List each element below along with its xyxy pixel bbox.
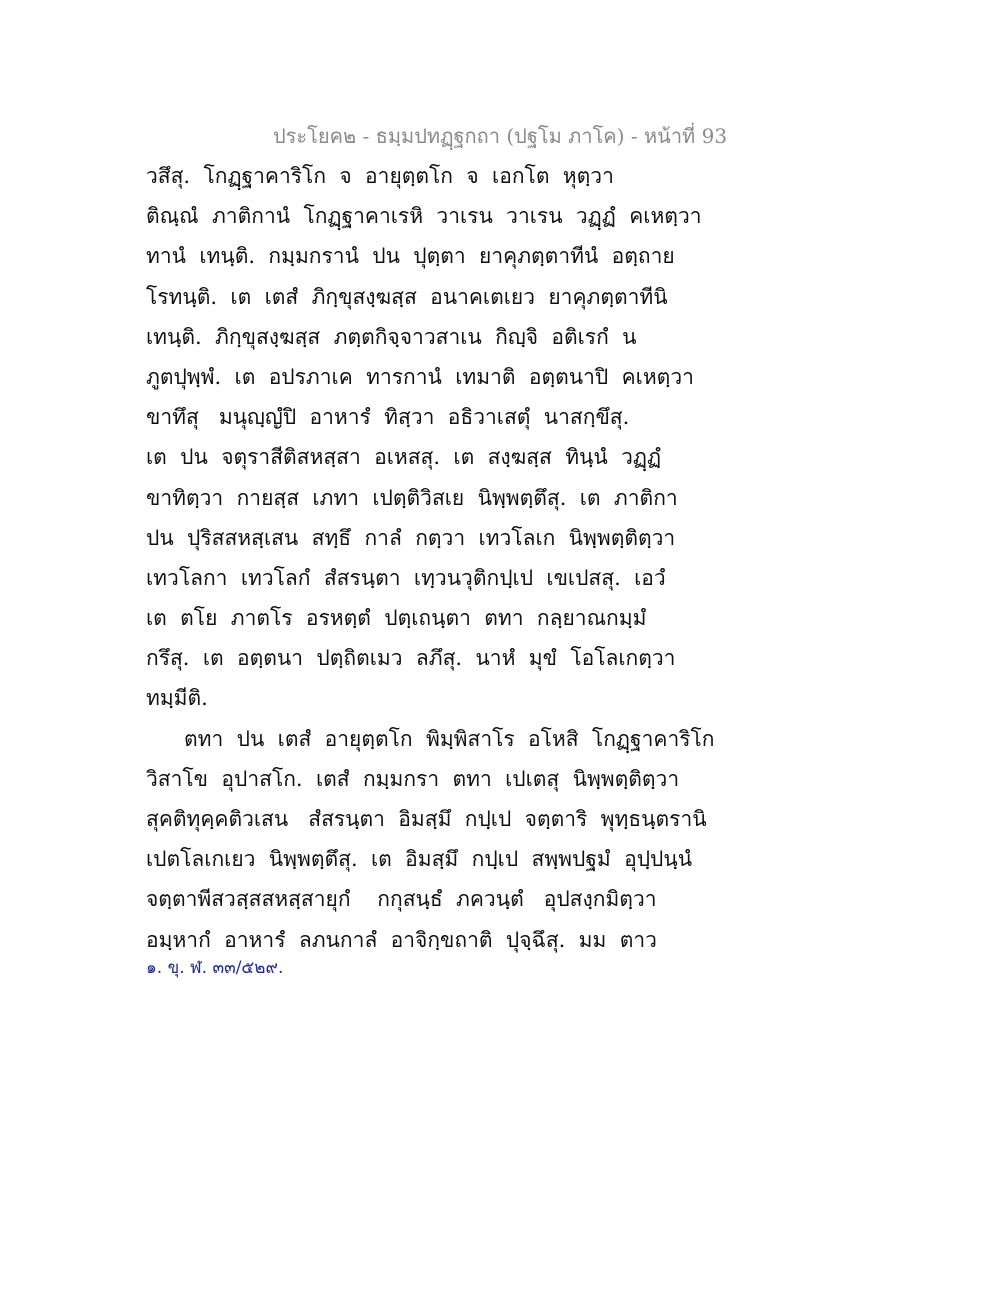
text-line: โรทนฺติ. เต เตสํ ภิกฺขุสงฺฆสฺส อนาคเตเยว ยาคุภตฺตาทีนิ: [146, 284, 668, 309]
text-line: กรึสุ. เต อตฺตนา ปตฺถิตเมว ลภึสุ. นาหํ มุขํ โอโลเกตฺวา: [146, 646, 676, 671]
text-line: อมฺหากํ อาหารํ ลภนกาลํ อาจิกฺขถาติ ปุจฺฉึสุ. มม ตาว: [146, 927, 657, 952]
text-line: สุคติทุคฺคติวเสน สํสรนฺตา อิมสฺมึ กปฺเป จตฺตาริ พุทฺธนฺตรานิ: [146, 807, 707, 831]
text-line: เต ตโย ภาตโร อรหตฺตํ ปตฺเถนฺตา ตทา กลฺยาณกมฺมํ: [146, 606, 647, 631]
text-line: ทานํ เทนฺติ. กมฺมกรานํ ปน ปุตฺตา ยาคุภตฺตาทีนํ อตฺถาย: [146, 244, 675, 269]
text-line: ขาทึสุ มนุญฺญํปิ อาหารํ ทิสฺวา อธิวาเสตุํ นาสกฺขึสุ.: [146, 405, 630, 430]
paragraph: [146, 156, 702, 719]
text-line: ติณฺณํ ภาติกานํ โกฏฺฐาคาเรหิ วาเรน วาเรน วฏฺฏํ คเหตฺวา: [146, 204, 702, 229]
text-line: ปน ปุริสสหสฺเสน สทฺธึ กาลํ กตฺวา เทวโลเก นิพฺพตฺติตฺวา: [146, 525, 676, 550]
text-line: ทมฺมีติ.: [146, 686, 208, 711]
text-line: เทนฺติ. ภิกฺขุสงฺฆสฺส ภตฺตกิจฺจาวสาเน กิญฺจิ อติเรกํ น: [146, 324, 637, 349]
paragraph: [146, 719, 715, 960]
running-header-title: ประโยค๒ - ธมฺมปทฏฺฐกถา (ปฐโม ภาโค) - หน้าที่ 93: [272, 124, 728, 148]
text-line: จตฺตาพีสวสฺสสหสฺสายุกํ กกุสนฺธํ ภควนฺตํ อุปสงฺกมิตฺวา: [146, 887, 657, 912]
text-line: วสึสุ. โกฏฺฐาคาริโก จ อายุตฺตโก จ เอกโต หุตฺวา: [146, 164, 614, 188]
text-line: ขาทิตฺวา กายสฺส เภทา เปตฺติวิสเย นิพฺพตฺตึสุ. เต ภาติกา: [146, 485, 678, 510]
text-line: เปตโลเกเยว นิพฺพตฺตึสุ. เต อิมสฺมึ กปฺเป สพฺพปฐมํ อุปฺปนฺนํ: [146, 847, 693, 872]
text-line: วิสาโข อุปาสโก. เตสํ กมฺมกรา ตทา เปเตสุ นิพฺพตฺติตฺวา: [146, 766, 680, 791]
text-line: เทวโลกา เทวโลกํ สํสรนฺตา เทฺวนวุติกปฺเป เขเปสสุ. เอวํ: [146, 565, 666, 590]
text-line: เต ปน จตุราสีติสหสฺสา อเหสสุ. เต สงฺฆสฺส ทินฺนํ วฏฺฏํ: [146, 445, 662, 470]
footnote: ๑. ขุ. ฬ. ๓๓/๕๒๙.: [146, 958, 284, 978]
page-body: [146, 156, 715, 960]
text-line: ภูตปุพฺพํ. เต อปรภาเค ทารกานํ เทมาติ อตฺตนาปิ คเหตฺวา: [146, 364, 694, 389]
text-line: ตทา ปน เตสํ อายุตฺตโก พิมฺพิสาโร อโหสิ โกฏฺฐาคาริโก: [184, 726, 715, 751]
running-header: [0, 120, 1000, 152]
